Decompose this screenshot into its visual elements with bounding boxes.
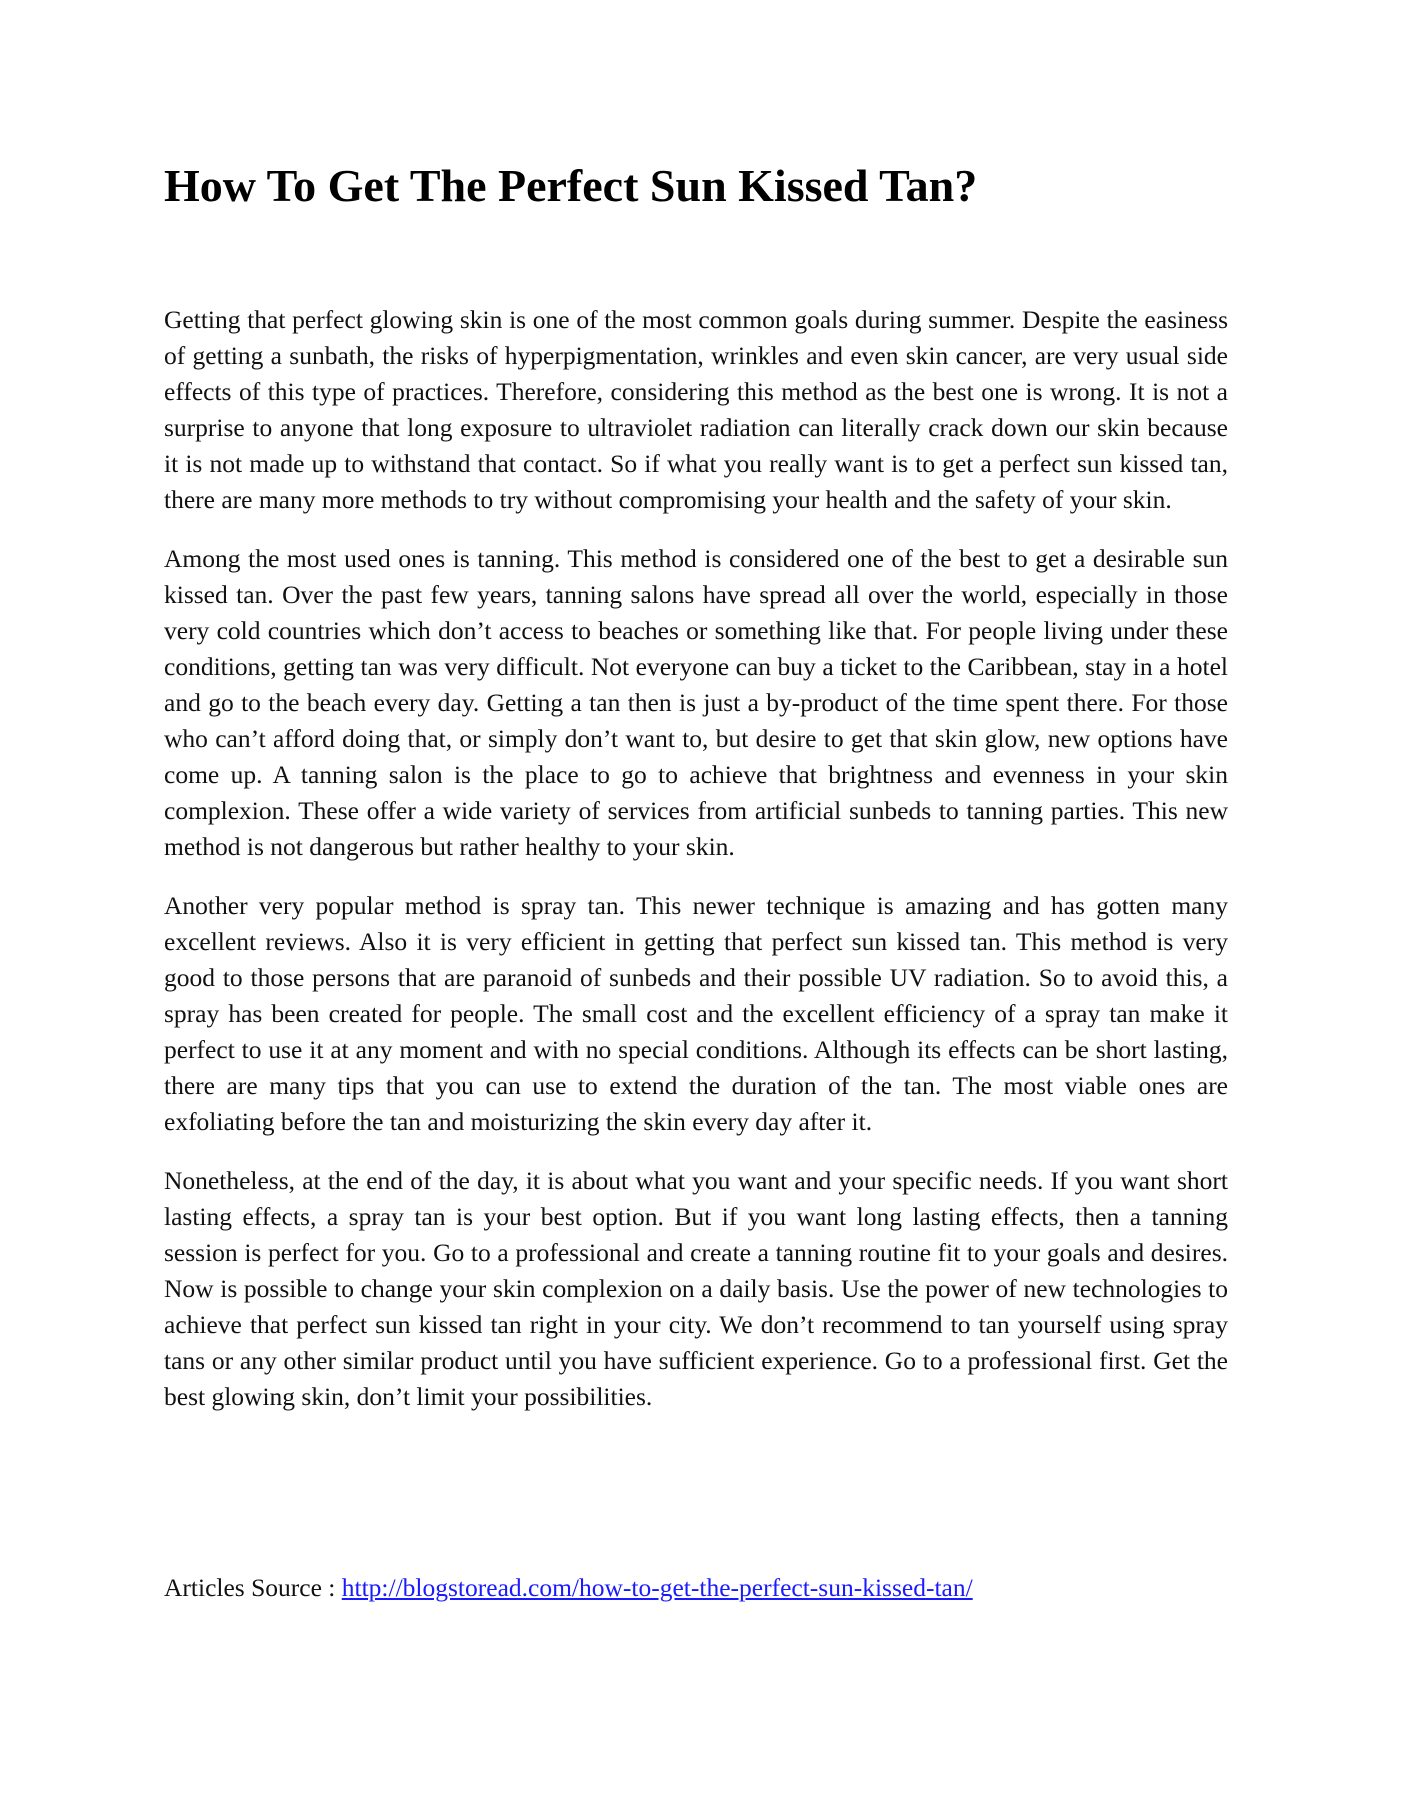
document-title: How To Get The Perfect Sun Kissed Tan?: [164, 160, 978, 211]
paragraph-conclusion: Nonetheless, at the end of the day, it is about what you want and your specific needs. If you want short lasting effects, a spray tan is your best option. But if you want long lasting effects, then a tanning session is perfect for you. Go to a professional and create a tanning routine fit to your goals and desires. Now is possible to change your skin complexion on a daily basis. Use the power of new technologies to achieve that perfect sun kissed tan right in your city. We don’t recommend to tan yourself using spray tans or any other similar product until you have sufficient experience. Go to a professional first. Get the best glowing skin, don’t limit your possibilities.: [164, 1166, 1228, 1411]
article-source: [164, 1570, 973, 1606]
source-label: Articles Source :: [164, 1573, 342, 1602]
paragraph-tanning: Among the most used ones is tanning. This method is considered one of the best to get a desirable sun kissed tan. Over the past few years, tanning salons have spread all over the world, especially in those very cold countries which don’t access to beaches or something like that. For people living under these conditions, getting tan was very difficult. Not everyone can buy a ticket to the Caribbean, stay in a hotel and go to the beach every day. Getting a tan then is just a by-product of the time spent there. For those who can’t afford doing that, or simply don’t want to, but desire to get that skin glow, new options have come up. A tanning salon is the place to go to achieve that brightness and evenness in your skin complexion. These offer a wide variety of services from artificial sunbeds to tanning parties. This new method is not dangerous but rather healthy to your skin.: [164, 544, 1228, 861]
source-link[interactable]: http://blogstoread.com/how-to-get-the-perfect-sun-kissed-tan/: [341, 1573, 973, 1602]
document-body: [164, 302, 1228, 1438]
paragraph-intro: Getting that perfect glowing skin is one of the most common goals during summer. Despite the easiness of getting a sunbath, the risks of hyperpigmentation, wrinkles and even skin cancer, are very usual side effects of this type of practices. Therefore, considering this method as the best one is wrong. It is not a surprise to anyone that long exposure to ultraviolet radiation can literally crack down our skin because it is not made up to withstand that contact. So if what you really want is to get a perfect sun kissed tan, there are many more methods to try without compromising your health and the safety of your skin.: [164, 305, 1228, 514]
paragraph-spray-tan: Another very popular method is spray tan. This newer technique is amazing and has gotten many excellent reviews. Also it is very efficient in getting that perfect sun kissed tan. This method is very good to those persons that are paranoid of sunbeds and their possible UV radiation. So to avoid this, a spray has been created for people. The small cost and the excellent efficiency of a spray tan make it perfect to use it at any moment and with no special conditions. Although its effects can be short lasting, there are many tips that you can use to extend the duration of the tan. The most viable ones are exfoliating before the tan and moisturizing the skin every day after it.: [164, 891, 1228, 1136]
